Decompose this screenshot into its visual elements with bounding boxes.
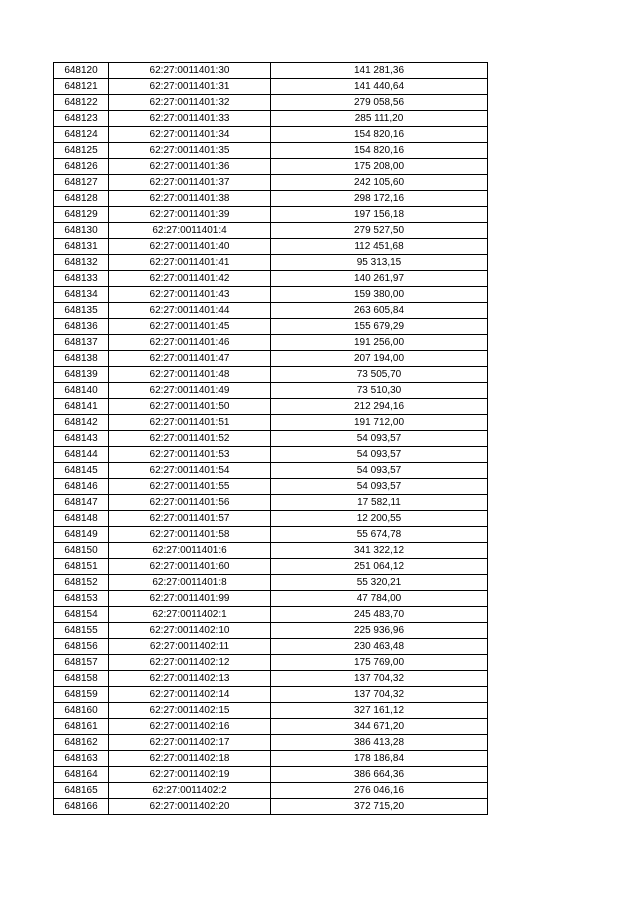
table-row: [54, 495, 488, 511]
cadastral-value-cell: 212 294,16: [271, 399, 488, 415]
cadastral-value-cell: 137 704,32: [271, 671, 488, 687]
row-number-cell: 648166: [54, 799, 109, 815]
row-number-cell: 648131: [54, 239, 109, 255]
cadastral-number-cell: 62:27:0011401:36: [109, 159, 271, 175]
cadastral-number-cell: 62:27:0011401:42: [109, 271, 271, 287]
cadastral-value-cell: 54 093,57: [271, 447, 488, 463]
row-number-cell: 648150: [54, 543, 109, 559]
table-row: [54, 431, 488, 447]
table-row: [54, 639, 488, 655]
cadastral-number-cell: 62:27:0011401:51: [109, 415, 271, 431]
row-number-cell: 648144: [54, 447, 109, 463]
cadastral-number-cell: 62:27:0011401:30: [109, 63, 271, 79]
row-number-cell: 648163: [54, 751, 109, 767]
row-number-cell: 648159: [54, 687, 109, 703]
cadastral-number-cell: 62:27:0011401:60: [109, 559, 271, 575]
cadastral-number-cell: 62:27:0011401:41: [109, 255, 271, 271]
row-number-cell: 648156: [54, 639, 109, 655]
table-row: [54, 447, 488, 463]
cadastral-value-table: [53, 62, 488, 815]
table-row: [54, 367, 488, 383]
table-row: [54, 111, 488, 127]
cadastral-value-cell: 245 483,70: [271, 607, 488, 623]
row-number-cell: 648162: [54, 735, 109, 751]
table-row: [54, 527, 488, 543]
cadastral-value-cell: 225 936,96: [271, 623, 488, 639]
cadastral-number-cell: 62:27:0011401:32: [109, 95, 271, 111]
row-number-cell: 648121: [54, 79, 109, 95]
cadastral-value-cell: 141 281,36: [271, 63, 488, 79]
table-row: [54, 671, 488, 687]
table-row: [54, 415, 488, 431]
cadastral-value-cell: 298 172,16: [271, 191, 488, 207]
cadastral-number-cell: 62:27:0011401:39: [109, 207, 271, 223]
cadastral-value-cell: 251 064,12: [271, 559, 488, 575]
cadastral-value-cell: 276 046,16: [271, 783, 488, 799]
row-number-cell: 648158: [54, 671, 109, 687]
cadastral-value-cell: 279 527,50: [271, 223, 488, 239]
table-row: [54, 383, 488, 399]
cadastral-number-cell: 62:27:0011401:37: [109, 175, 271, 191]
cadastral-number-cell: 62:27:0011401:47: [109, 351, 271, 367]
row-number-cell: 648130: [54, 223, 109, 239]
cadastral-value-cell: 242 105,60: [271, 175, 488, 191]
row-number-cell: 648143: [54, 431, 109, 447]
cadastral-number-cell: 62:27:0011401:48: [109, 367, 271, 383]
cadastral-number-cell: 62:27:0011402:20: [109, 799, 271, 815]
table-row: [54, 143, 488, 159]
row-number-cell: 648132: [54, 255, 109, 271]
cadastral-number-cell: 62:27:0011402:15: [109, 703, 271, 719]
row-number-cell: 648125: [54, 143, 109, 159]
cadastral-number-cell: 62:27:0011401:35: [109, 143, 271, 159]
row-number-cell: 648147: [54, 495, 109, 511]
cadastral-value-cell: 73 505,70: [271, 367, 488, 383]
table-row: [54, 351, 488, 367]
cadastral-value-cell: 73 510,30: [271, 383, 488, 399]
cadastral-number-cell: 62:27:0011401:44: [109, 303, 271, 319]
cadastral-number-cell: 62:27:0011401:34: [109, 127, 271, 143]
table-body: [54, 63, 488, 815]
row-number-cell: 648133: [54, 271, 109, 287]
table-row: [54, 783, 488, 799]
table-row: [54, 575, 488, 591]
table-row: [54, 399, 488, 415]
table-row: [54, 687, 488, 703]
cadastral-number-cell: 62:27:0011402:12: [109, 655, 271, 671]
row-number-cell: 648149: [54, 527, 109, 543]
row-number-cell: 648134: [54, 287, 109, 303]
cadastral-value-cell: 95 313,15: [271, 255, 488, 271]
row-number-cell: 648154: [54, 607, 109, 623]
cadastral-value-cell: 263 605,84: [271, 303, 488, 319]
cadastral-value-cell: 55 320,21: [271, 575, 488, 591]
row-number-cell: 648164: [54, 767, 109, 783]
cadastral-value-cell: 140 261,97: [271, 271, 488, 287]
cadastral-number-cell: 62:27:0011401:43: [109, 287, 271, 303]
row-number-cell: 648129: [54, 207, 109, 223]
row-number-cell: 648140: [54, 383, 109, 399]
cadastral-value-cell: 47 784,00: [271, 591, 488, 607]
table-row: [54, 335, 488, 351]
row-number-cell: 648128: [54, 191, 109, 207]
cadastral-value-cell: 344 671,20: [271, 719, 488, 735]
cadastral-value-cell: 54 093,57: [271, 431, 488, 447]
row-number-cell: 648135: [54, 303, 109, 319]
row-number-cell: 648160: [54, 703, 109, 719]
cadastral-number-cell: 62:27:0011402:11: [109, 639, 271, 655]
cadastral-number-cell: 62:27:0011402:19: [109, 767, 271, 783]
row-number-cell: 648137: [54, 335, 109, 351]
table-row: [54, 95, 488, 111]
cadastral-number-cell: 62:27:0011401:52: [109, 431, 271, 447]
table-row: [54, 703, 488, 719]
row-number-cell: 648138: [54, 351, 109, 367]
cadastral-value-cell: 207 194,00: [271, 351, 488, 367]
cadastral-number-cell: 62:27:0011401:50: [109, 399, 271, 415]
cadastral-value-cell: 372 715,20: [271, 799, 488, 815]
cadastral-number-cell: 62:27:0011401:8: [109, 575, 271, 591]
table-row: [54, 543, 488, 559]
cadastral-number-cell: 62:27:0011401:55: [109, 479, 271, 495]
row-number-cell: 648148: [54, 511, 109, 527]
cadastral-number-cell: 62:27:0011402:18: [109, 751, 271, 767]
cadastral-value-cell: 341 322,12: [271, 543, 488, 559]
row-number-cell: 648151: [54, 559, 109, 575]
table-row: [54, 175, 488, 191]
row-number-cell: 648146: [54, 479, 109, 495]
cadastral-value-cell: 155 679,29: [271, 319, 488, 335]
cadastral-value-cell: 159 380,00: [271, 287, 488, 303]
table-row: [54, 607, 488, 623]
cadastral-value-cell: 191 256,00: [271, 335, 488, 351]
cadastral-number-cell: 62:27:0011401:33: [109, 111, 271, 127]
cadastral-value-cell: 197 156,18: [271, 207, 488, 223]
cadastral-value-cell: 112 451,68: [271, 239, 488, 255]
table-row: [54, 159, 488, 175]
table-row: [54, 751, 488, 767]
row-number-cell: 648127: [54, 175, 109, 191]
row-number-cell: 648152: [54, 575, 109, 591]
cadastral-number-cell: 62:27:0011401:53: [109, 447, 271, 463]
table-row: [54, 655, 488, 671]
cadastral-number-cell: 62:27:0011401:4: [109, 223, 271, 239]
table-row: [54, 207, 488, 223]
cadastral-number-cell: 62:27:0011402:17: [109, 735, 271, 751]
table-row: [54, 799, 488, 815]
cadastral-number-cell: 62:27:0011401:40: [109, 239, 271, 255]
table-row: [54, 79, 488, 95]
cadastral-value-cell: 386 413,28: [271, 735, 488, 751]
table-row: [54, 591, 488, 607]
table-row: [54, 623, 488, 639]
cadastral-value-cell: 175 208,00: [271, 159, 488, 175]
cadastral-value-cell: 191 712,00: [271, 415, 488, 431]
row-number-cell: 648145: [54, 463, 109, 479]
table-row: [54, 735, 488, 751]
cadastral-number-cell: 62:27:0011402:10: [109, 623, 271, 639]
row-number-cell: 648165: [54, 783, 109, 799]
table-row: [54, 287, 488, 303]
cadastral-value-cell: 178 186,84: [271, 751, 488, 767]
cadastral-number-cell: 62:27:0011402:2: [109, 783, 271, 799]
cadastral-value-cell: 154 820,16: [271, 127, 488, 143]
cadastral-number-cell: 62:27:0011402:14: [109, 687, 271, 703]
table-row: [54, 511, 488, 527]
table-row: [54, 239, 488, 255]
row-number-cell: 648124: [54, 127, 109, 143]
cadastral-value-cell: 327 161,12: [271, 703, 488, 719]
row-number-cell: 648123: [54, 111, 109, 127]
table-row: [54, 319, 488, 335]
cadastral-value-cell: 386 664,36: [271, 767, 488, 783]
row-number-cell: 648153: [54, 591, 109, 607]
table-row: [54, 223, 488, 239]
table-row: [54, 479, 488, 495]
cadastral-number-cell: 62:27:0011401:99: [109, 591, 271, 607]
row-number-cell: 648122: [54, 95, 109, 111]
cadastral-number-cell: 62:27:0011401:38: [109, 191, 271, 207]
cadastral-number-cell: 62:27:0011401:45: [109, 319, 271, 335]
table-row: [54, 559, 488, 575]
cadastral-value-cell: 154 820,16: [271, 143, 488, 159]
cadastral-number-cell: 62:27:0011401:49: [109, 383, 271, 399]
table-row: [54, 191, 488, 207]
cadastral-value-cell: 230 463,48: [271, 639, 488, 655]
row-number-cell: 648139: [54, 367, 109, 383]
cadastral-value-cell: 137 704,32: [271, 687, 488, 703]
row-number-cell: 648155: [54, 623, 109, 639]
cadastral-value-cell: 175 769,00: [271, 655, 488, 671]
table-row: [54, 63, 488, 79]
row-number-cell: 648142: [54, 415, 109, 431]
table-row: [54, 255, 488, 271]
cadastral-number-cell: 62:27:0011401:58: [109, 527, 271, 543]
cadastral-value-cell: 279 058,56: [271, 95, 488, 111]
row-number-cell: 648120: [54, 63, 109, 79]
row-number-cell: 648141: [54, 399, 109, 415]
cadastral-value-cell: 17 582,11: [271, 495, 488, 511]
cadastral-value-cell: 12 200,55: [271, 511, 488, 527]
cadastral-number-cell: 62:27:0011402:16: [109, 719, 271, 735]
cadastral-number-cell: 62:27:0011401:46: [109, 335, 271, 351]
table-row: [54, 463, 488, 479]
cadastral-number-cell: 62:27:0011401:31: [109, 79, 271, 95]
cadastral-number-cell: 62:27:0011401:57: [109, 511, 271, 527]
row-number-cell: 648161: [54, 719, 109, 735]
cadastral-number-cell: 62:27:0011401:6: [109, 543, 271, 559]
cadastral-value-cell: 54 093,57: [271, 463, 488, 479]
table-row: [54, 767, 488, 783]
cadastral-number-cell: 62:27:0011401:54: [109, 463, 271, 479]
table-row: [54, 719, 488, 735]
table-row: [54, 303, 488, 319]
cadastral-value-cell: 285 111,20: [271, 111, 488, 127]
cadastral-number-cell: 62:27:0011401:56: [109, 495, 271, 511]
table-row: [54, 271, 488, 287]
cadastral-value-cell: 54 093,57: [271, 479, 488, 495]
cadastral-number-cell: 62:27:0011402:13: [109, 671, 271, 687]
cadastral-number-cell: 62:27:0011402:1: [109, 607, 271, 623]
row-number-cell: 648126: [54, 159, 109, 175]
cadastral-value-cell: 55 674,78: [271, 527, 488, 543]
row-number-cell: 648136: [54, 319, 109, 335]
cadastral-value-cell: 141 440,64: [271, 79, 488, 95]
row-number-cell: 648157: [54, 655, 109, 671]
table-row: [54, 127, 488, 143]
